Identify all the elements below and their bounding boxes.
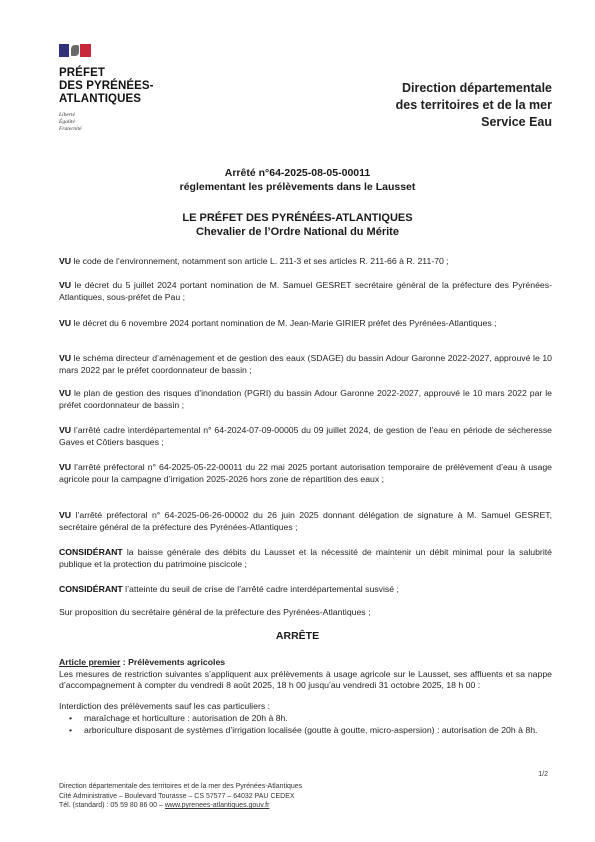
proposal-line: Sur proposition du secrétaire général de la préfecture des Pyrénées-Atlantiques ;: [59, 607, 371, 617]
list-item: • arboriculture disposant de systèmes d’irrigation localisée (goutte à goutte, micro-aspersion) : autorisation de 20h à 8h.: [59, 725, 552, 737]
article-1-paragraph: Les mesures de restriction suivantes s’appliquent aux prélèvements à usage agricole sur le Lausset, ses affluents et sa nappe d’accompagnement à compter du vendredi 8 août 2025, 18 h 00 jusqu’au vendredi 31 octobre 2025, 18 h 00 :: [59, 668, 552, 690]
marianne-flag-icon: [59, 44, 91, 57]
authority-block: [0, 211, 595, 239]
prefecture-name: PRÉFET DES PYRÉNÉES- ATLANTIQUES: [59, 67, 154, 105]
article-1: [59, 657, 552, 736]
consideration-item: CONSIDÉRANT l’atteinte du seuil de crise de l’arrêté cadre interdépartemental susvisé ;: [59, 584, 399, 594]
decree-subject: réglementant les prélèvements dans le Lausset: [179, 181, 416, 193]
consideration-item: VU le décret du 6 novembre 2024 portant nomination de M. Jean-Marie GIRIER préfet des Pyrénées-Atlantiques ;: [59, 318, 497, 328]
prefecture-logo: [59, 44, 169, 133]
republic-motto: Liberté Égalité Fraternité: [59, 112, 82, 132]
consideration-item: VU l’arrêté préfectoral n° 64-2025-05-22-00011 du 22 mai 2025 portant autorisation temporaire de prélèvement d’eau à usage agricole pour la campagne d’irrigation 2025-2026 hors zone de répartition des eaux ;: [59, 462, 552, 484]
consideration-item: VU le plan de gestion des risques d’inondation (PGRI) du bassin Adour Garonne 2022-2027, approuvé le 10 mars 2022 par le préfet coordonnateur de bassin ;: [59, 388, 552, 410]
service-heading: Direction départementale des territoires et de la mer Service Eau: [395, 81, 552, 129]
consideration-item: VU l’arrêté cadre interdépartemental n° 64-2024-07-09-00005 du 09 juillet 2024, de gestion de l’eau en période de sécheresse Gaves et Côtiers basques ;: [59, 425, 552, 447]
page-number: 1/2: [538, 771, 548, 778]
consideration-item: VU l’arrêté préfectoral n° 64-2025-06-26-00002 du 26 juin 2025 donnant délégation de signature à M. Samuel GESRET, secrétaire général de la préfecture des Pyrénées-Atlantiques ;: [59, 510, 552, 532]
decree-title: [0, 166, 595, 194]
consideration-item: VU le schéma directeur d’aménagement et de gestion des eaux (SDAGE) du bassin Adour Garonne 2022-2027, approuvé le 10 mars 2022 par le préfet coordonnateur de bassin ;: [59, 353, 552, 375]
arrete-heading: ARRÊTE: [275, 630, 320, 642]
decree-number: Arrêté n°64-2025-08-05-00011: [224, 167, 371, 179]
article-1-heading: Article premier : Prélèvements agricoles: [59, 657, 226, 667]
consideration-item: VU le code de l’environnement, notamment son article L. 211-3 et ses articles R. 211-66 à R. 211-70 ;: [59, 256, 449, 266]
authority-honor: Chevalier de l’Ordre National du Mérite: [196, 226, 399, 238]
consideration-item: VU le décret du 5 juillet 2024 portant nomination de M. Samuel GESRET secrétaire général de la préfecture des Pyrénées-Atlantiques, sous-préfet de Pau ;: [59, 280, 552, 302]
exception-list: [59, 713, 552, 736]
interdiction-line: Interdiction des prélèvements sauf les cas particuliers :: [59, 700, 271, 711]
consideration-item: CONSIDÉRANT la baisse générale des débits du Lausset et la nécessité de maintenir un débit minimal pour la salubrité publique et la protection du patrimoine piscicole ;: [59, 547, 552, 569]
website-link[interactable]: www.pyrenees-atlantiques.gouv.fr: [164, 802, 270, 809]
footer: Direction départementale des territoires et de la mer des Pyrénées-Atlantiques Cité Administrative – Boulevard Tourasse – CS 57577 – 64032 PAU CEDEX Tél. (standard) : 05 59 80 86 00 – www.pyrenees-atlantiques.gouv.fr: [59, 783, 303, 809]
list-item: • maraîchage et horticulture : autorisation de 20h à 8h.: [59, 713, 552, 725]
authority-name: LE PRÉFET DES PYRÉNÉES-ATLANTIQUES: [182, 212, 413, 224]
